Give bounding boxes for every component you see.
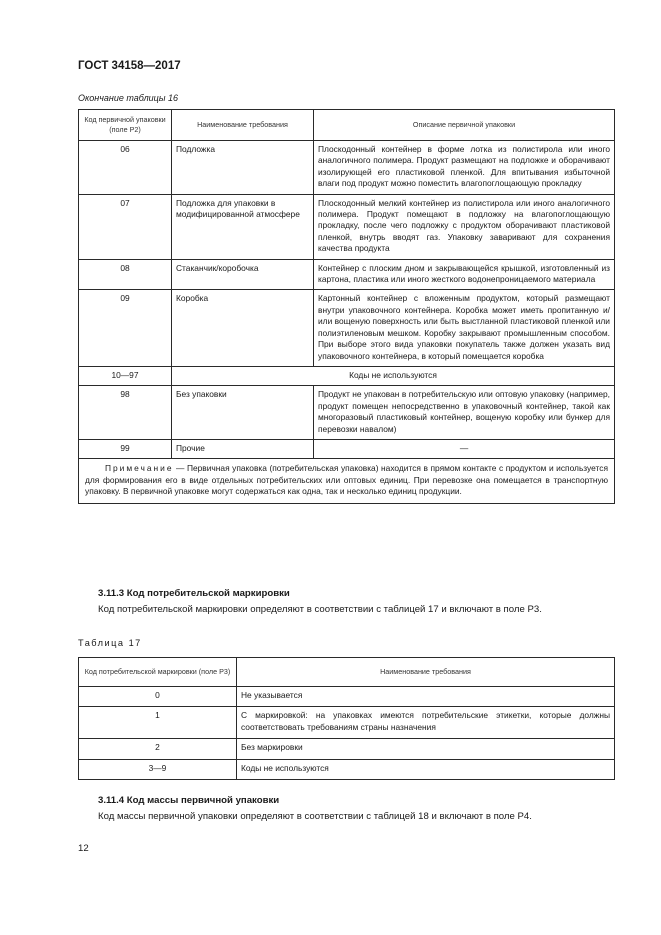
section-3-11-3-text: Код потребительской маркировки определяют в соответствии с таблицей 17 и включают в поле Р3.: [98, 604, 542, 615]
cell-code: 1: [79, 707, 237, 739]
table-16-caption: Окончание таблицы 16: [78, 93, 178, 103]
cell-description: Продукт не упакован в потребительскую или оптовую упаковку (например, продукт помещен непосредственно в упаковочный контейнер, такой как многоразовый пластиковый контейнер, вощеную коробку или бункер для перевозки навалом): [314, 386, 615, 440]
cell-name: Без маркировки: [237, 739, 615, 759]
cell-code: 09: [79, 290, 172, 366]
table-row: [79, 141, 615, 195]
column-header-code: Код потребительской маркировки (поле Р3): [79, 658, 237, 687]
column-header-code: Код первичной упаковки (поле Р2): [79, 110, 172, 141]
table-note-row: [79, 459, 615, 503]
cell-code: 98: [79, 386, 172, 440]
table-16: [78, 109, 615, 504]
cell-code: 07: [79, 194, 172, 259]
table-note: [79, 459, 615, 503]
table-row: [79, 687, 615, 707]
cell-name: С маркировкой: на упаковках имеются потребительские этикетки, которые должны соответствовать требованиям страны назначения: [237, 707, 615, 739]
cell-name: Без упаковки: [172, 386, 314, 440]
table-row: [79, 194, 615, 259]
page-number: 12: [78, 843, 89, 854]
table-row: [79, 259, 615, 290]
table-header-row: [79, 110, 615, 141]
cell-name: Подложка для упаковки в модифицированной атмосфере: [172, 194, 314, 259]
note-label: Примечание: [105, 463, 174, 474]
cell-name: Стаканчик/коробочка: [172, 259, 314, 290]
note-text: — Первичная упаковка (потребительская упаковка) находится в прямом контакте с продуктом и используется для формирования его в виде отдельных потребительских или оптовых единиц. При перевозке она помещается в транспортную упаковку. В первичной упаковке могут содержаться как одна, так и несколько единиц продукции.: [85, 463, 608, 497]
cell-description: Плоскодонный контейнер в форме лотка из полистирола или иного аналогичного полимера. Продукт размещают на подложке и оборачивают изолирующей его пластиковой пленкой. Для впитывания избыточной влаги под продукт можно поместить влагопоглощающую прокладку: [314, 141, 615, 195]
table-17-caption: Таблица 17: [78, 638, 142, 648]
cell-code: 3—9: [79, 759, 237, 779]
section-3-11-4-text: Код массы первичной упаковки определяют в соответствии с таблицей 18 и включают в поле Р4.: [98, 811, 532, 822]
cell-unused-text: Коды не используются: [172, 366, 615, 385]
column-header-name: Наименование требования: [237, 658, 615, 687]
cell-description: Картонный контейнер с вложенным продуктом, который размещают внутри упаковочного контейнера. Коробка может иметь пропитанную и/или вощеную поверхность или быть выстланной пластиковой пленкой или полиэтиленовым мешком. Коробку закрывают промышленным способом. При выборе этого вида упаковки покупатель также должен указать вид упаковочного контейнера, в который помещается коробка: [314, 290, 615, 366]
cell-description: Контейнер с плоским дном и закрывающейся крышкой, изготовленный из картона, пластика или иного жесткого водонепроницаемого материала: [314, 259, 615, 290]
table-17: [78, 657, 615, 780]
table-row: [79, 739, 615, 759]
cell-code: 10—97: [79, 366, 172, 385]
cell-code: 06: [79, 141, 172, 195]
cell-description: Плоскодонный мелкий контейнер из полистирола или иного аналогичного полимера. Продукт помещают в подложку на влагопоглощающую прокладку, после чего подложку с продуктом оборачивают пластиковой пленкой, внутрь вводят газ. Упаковку заваривают для сохранения качества продукта: [314, 194, 615, 259]
cell-name: Не указывается: [237, 687, 615, 707]
cell-code: 2: [79, 739, 237, 759]
cell-name: Коды не используются: [237, 759, 615, 779]
cell-name: Подложка: [172, 141, 314, 195]
table-row: [79, 759, 615, 779]
section-3-11-4-title: 3.11.4 Код массы первичной упаковки: [98, 795, 280, 806]
table-row: [79, 439, 615, 458]
column-header-description: Описание первичной упаковки: [314, 110, 615, 141]
cell-name: Коробка: [172, 290, 314, 366]
table-row: [79, 290, 615, 366]
section-3-11-3-title: 3.11.3 Код потребительской маркировки: [98, 588, 290, 599]
cell-code: 0: [79, 687, 237, 707]
table-row: [79, 707, 615, 739]
table-row: [79, 386, 615, 440]
cell-name: Прочие: [172, 439, 314, 458]
cell-code: 08: [79, 259, 172, 290]
document-header: ГОСТ 34158—2017: [78, 60, 181, 72]
cell-code: 99: [79, 439, 172, 458]
cell-description: —: [314, 439, 615, 458]
table-row-unused: [79, 366, 615, 385]
table-header-row: [79, 658, 615, 687]
column-header-name: Наименование требования: [172, 110, 314, 141]
